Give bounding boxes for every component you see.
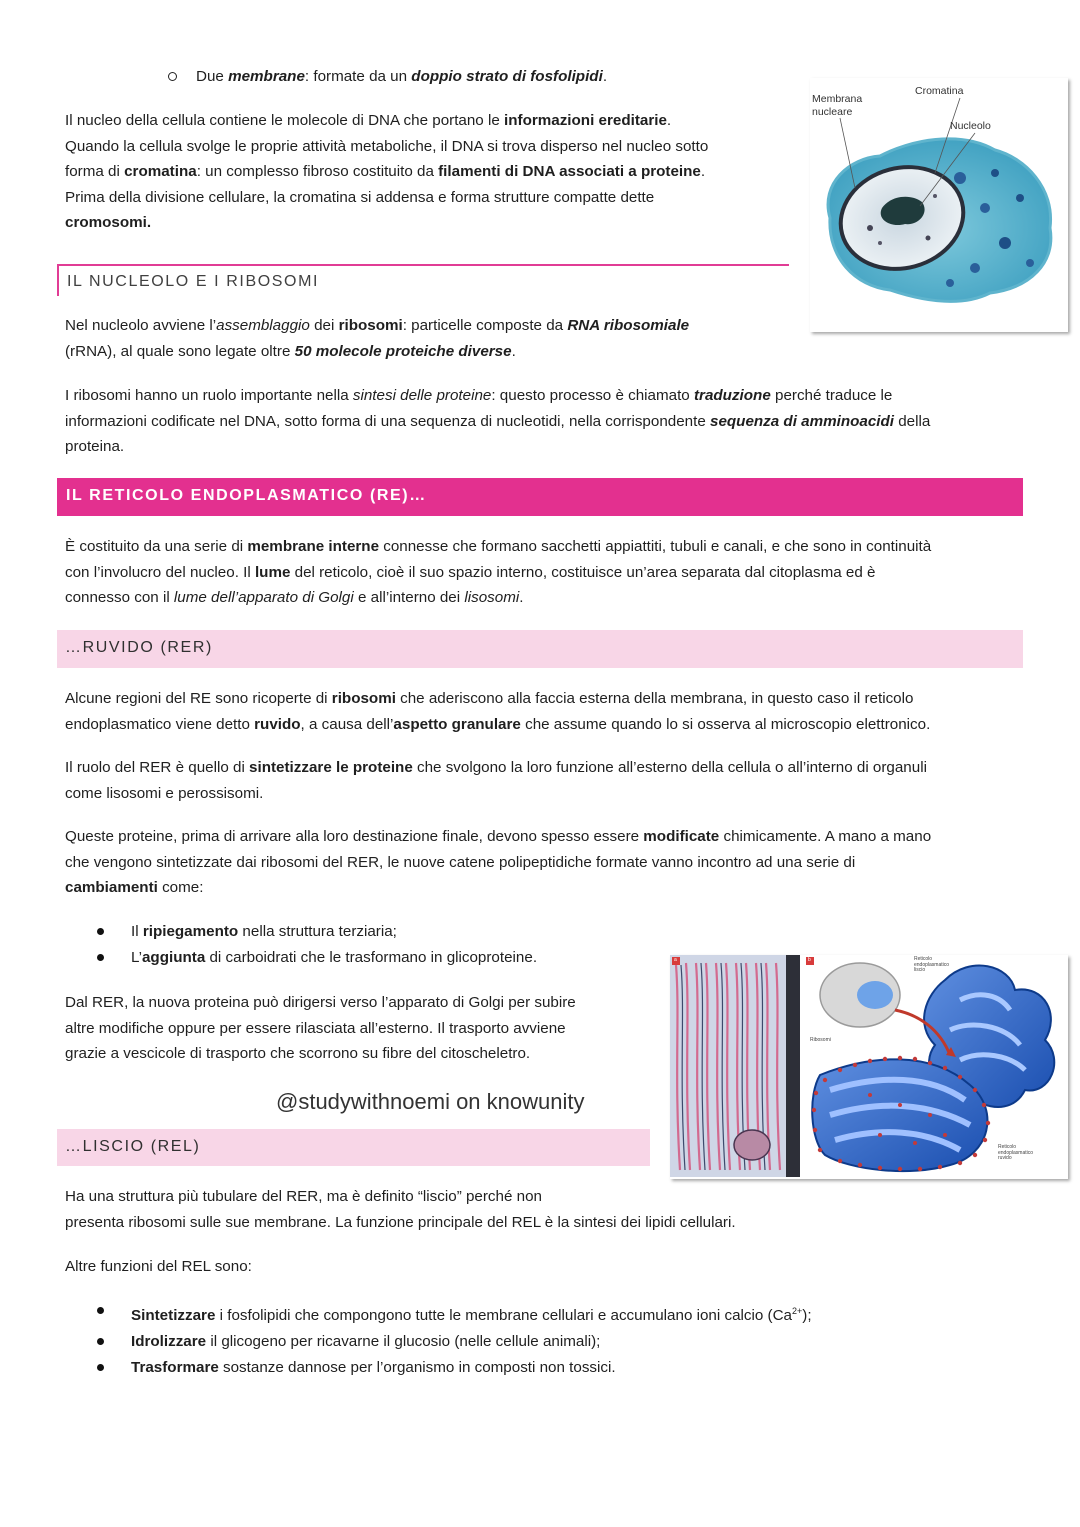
rel-functions-list — [97, 1298, 1037, 1381]
label-reticolo-liscio: Reticolo endoplasmatico liscio — [914, 956, 950, 973]
bullet-icon — [97, 954, 104, 961]
watermark: @studywithnoemi on knowunity — [276, 1089, 585, 1114]
rer-changes-list — [97, 919, 657, 971]
label-reticolo-ruvido: Reticolo endoplasmatico ruvido — [998, 1144, 1034, 1161]
heading-reticolo-endoplasmatico: IL RETICOLO ENDOPLASMATICO (RE)… — [57, 478, 1023, 516]
nucleolo-paragraph-2: I ribosomi hanno un ruolo importante nella sintesi delle proteine: questo processo è chiamato traduzione perché traduce le informazioni codificate nel DNA, sotto forma di una sequenza di nucleotidi, nella corrispondente sequenza di amminoacidi della proteina. — [65, 387, 931, 456]
panel-b-label: b — [808, 957, 811, 963]
rel-paragraph-1: Ha una struttura più tubulare del RER, ma è definito “liscio” perché non presenta ribosomi sulle sue membrane. La funzione principale del REL è la sintesi dei lipidi cellulari. — [65, 1188, 736, 1231]
rer-paragraph-2: Il ruolo del RER è quello di sintetizzare le proteine che svolgono la loro funzione all’esterno della cellula o all’interno di organuli come lisosomi e perossisomi. — [65, 759, 927, 802]
bullet-icon — [97, 1338, 104, 1345]
re-paragraph: È costituito da una serie di membrane interne connesse che formano sacchetti appiattiti, tubuli e canali, e che sono in continuità con l’involucro del nucleo. Il lume del reticolo, cioè il suo spazio interno, costituisce un’area separata dal citoplasma ed è connesso con il lume dell’apparato di Golgi e all’interno dei lisosomi. — [65, 538, 932, 607]
rel-paragraph-2: Altre funzioni del REL sono: — [65, 1258, 252, 1275]
heading-liscio: …LISCIO (REL) — [57, 1129, 650, 1166]
bullet-icon — [97, 928, 104, 935]
rer-figure — [670, 955, 1068, 1179]
panel-a-label: a — [674, 957, 677, 963]
label-cromatina: Cromatina — [915, 85, 964, 97]
nucleolo-paragraph-1: Nel nucleolo avviene l’assemblaggio dei ribosomi: particelle composte da RNA ribosomiale (rRNA), al quale sono legate oltre 50 molecole proteiche diverse. — [65, 317, 690, 360]
list-item: Il ripiegamento nella struttura terziaria; — [97, 919, 657, 945]
cell-nucleus-figure — [810, 78, 1068, 332]
list-item: Sintetizzare i fosfolipidi che compongono tutte le membrane cellulari e accumulano ioni calcio $(Ca^{2+})$; — [97, 1298, 1037, 1329]
nucleo-paragraph: Il nucleo della cellula contiene le molecole di DNA che portano le informazioni ereditarie. Quando la cellula svolge le proprie attività metaboliche, il DNA si trova disperso nel nucleo sotto forma di cromatina: un complesso fibroso costituito da filamenti di DNA associati a proteine. Prima della divisione cellulare, la cromatina si addensa e forma strutture compatte dette cromosomi. — [65, 112, 709, 232]
bullet-icon — [97, 1307, 104, 1314]
label-nucleolo: Nucleolo — [950, 120, 991, 132]
heading-ruvido: …RUVIDO (RER) — [57, 630, 1023, 668]
label-membrana-nucleare: Membrana nucleare — [812, 93, 863, 118]
list-item: Idrolizzare il glicogeno per ricavarne il glucosio (nelle cellule animali); — [97, 1329, 1037, 1355]
list-item: Trasformare sostanze dannose per l’organismo in composti non tossici. — [97, 1355, 1037, 1381]
rer-paragraph-1: Alcune regioni del RE sono ricoperte di ribosomi che aderiscono alla faccia esterna della membrana, in questo caso il reticolo endoplasmatico viene detto ruvido, a causa dell’aspetto granulare che assume quando lo si osserva al microscopio elettronico. — [65, 690, 931, 733]
rer-paragraph-4: Dal RER, la nuova proteina può dirigersi verso l’apparato di Golgi per subire altre modifiche oppure per essere rilasciata all’esterno. Il trasporto avviene grazie a vescicole di trasporto che scorrono su fibre del citoscheletro. — [65, 994, 576, 1063]
intro-bullet-text: Due membrane: formate da un doppio strato di fosfolipidi. — [196, 68, 608, 85]
hollow-bullet-icon — [168, 72, 177, 81]
label-ribosomi: Ribosomi — [810, 1037, 831, 1043]
bullet-icon — [97, 1364, 104, 1371]
rer-paragraph-3: Queste proteine, prima di arrivare alla loro destinazione finale, devono spesso essere modificate chimicamente. A mano a mano che vengono sintetizzate dai ribosomi del RER, le nuove catene polipeptidiche formate vanno incontro ad una serie di cambiamenti come: — [65, 828, 932, 897]
heading-nucleolo-ribosomi: IL NUCLEOLO E I RIBOSOMI — [57, 264, 789, 296]
list-item: L’aggiunta di carboidrati che le trasformano in glicoproteine. — [97, 945, 657, 971]
